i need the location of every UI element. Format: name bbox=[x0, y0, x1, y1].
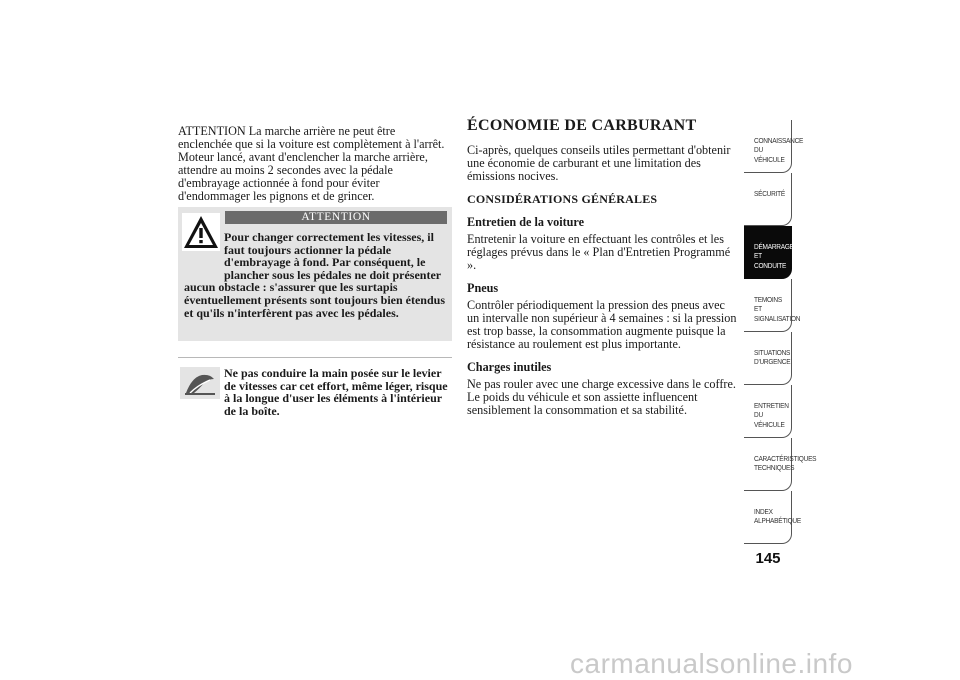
tab-label: CARACTÉRISTIQUES TECHNIQUES bbox=[754, 454, 817, 473]
intro-paragraph: ATTENTION La marche arrière ne peut être enclenchée que si la voiture est complètement à l'arrêt. Moteur lancé, avant d'enclencher la marche arrière, attendre au moins 2 secondes avec la pédale d'embrayage actionnée à fond pour éviter d'endommager les pignons et de grincer. bbox=[178, 124, 445, 203]
tab-temoins-et-signalisation[interactable] bbox=[744, 279, 801, 332]
tab-index-alphabetique[interactable] bbox=[744, 491, 801, 544]
tab-label: INDEX ALPHABÉTIQUE bbox=[754, 507, 801, 526]
tab-caracteristiques-techniques[interactable] bbox=[744, 438, 817, 491]
watermark: carmanualsonline.info bbox=[570, 648, 853, 679]
divider bbox=[178, 357, 452, 358]
environment-note-icon bbox=[180, 367, 220, 399]
warning-box bbox=[178, 207, 452, 341]
warning-header: ATTENTION bbox=[225, 211, 447, 224]
right-column bbox=[467, 117, 737, 417]
left-column bbox=[178, 125, 452, 203]
tab-label: SITUATIONS D'URGENCE bbox=[754, 348, 791, 367]
note-text: Ne pas conduire la main posée sur le levier de vitesses car cet effort, même léger, risque à la longue d'user les éléments à l'intérieur de la boîte. bbox=[224, 366, 448, 418]
section-heading: CONSIDÉRATIONS GÉNÉRALES bbox=[467, 192, 658, 206]
tab-securite[interactable] bbox=[744, 173, 792, 226]
subsection-heading: Entretien de la voiture bbox=[467, 215, 585, 229]
tab-connaissance-du-vehicule[interactable] bbox=[744, 120, 804, 173]
subsection-text: Ne pas rouler avec une charge excessive dans le coffre. Le poids du véhicule et son assiette influencent sensiblement la consommation et sa stabilité. bbox=[467, 377, 736, 417]
chapter-tabs bbox=[744, 120, 817, 544]
tab-entretien-du-vehicule[interactable] bbox=[744, 385, 792, 438]
intro-text: Ci-après, quelques conseils utiles permettant d'obtenir une économie de carburant et une limitation des émissions nocives. bbox=[467, 143, 731, 183]
section-title: ÉCONOMIE DE CARBURANT bbox=[467, 117, 697, 134]
tab-label: TEMOINS ET SIGNALISATION bbox=[754, 295, 801, 323]
tab-label: CONNAISSANCE DU VÉHICULE bbox=[754, 136, 804, 164]
page-number: 145 bbox=[755, 550, 781, 567]
tab-label: ENTRETIEN DU VÉHICULE bbox=[754, 401, 789, 429]
subsection-heading: Pneus bbox=[467, 281, 499, 295]
note-block bbox=[178, 367, 452, 417]
tab-label: SÉCURITÉ bbox=[754, 189, 785, 198]
tab-label: DÉMARRAGE ET CONDUITE bbox=[754, 242, 794, 270]
subsection-heading: Charges inutiles bbox=[467, 360, 552, 374]
subsection-text: Contrôler périodiquement la pression des pneus avec un intervalle non supérieur à 4 semaines : si la pression est trop basse, la consommation augmente puisque la résistance au roulement est plus importante. bbox=[467, 298, 737, 351]
warning-text: Pour changer correctement les vitesses, il faut toujours actionner la pédale d'embrayage à fond. Par conséquent, le plancher sous les pédales ne doit présenter aucun obstacle : s'assurer que les surtapis éventuellement présents sont toujours bien étendus et qu'ils n'interfèrent pas avec les pédales. bbox=[184, 230, 445, 320]
tab-situations-d-urgence[interactable] bbox=[744, 332, 792, 385]
subsection-text: Entretenir la voiture en effectuant les contrôles et les réglages prévus dans le « Plan d'Entretien Programmé ». bbox=[467, 232, 731, 272]
tab-demarrage-et-conduite[interactable] bbox=[744, 226, 792, 279]
